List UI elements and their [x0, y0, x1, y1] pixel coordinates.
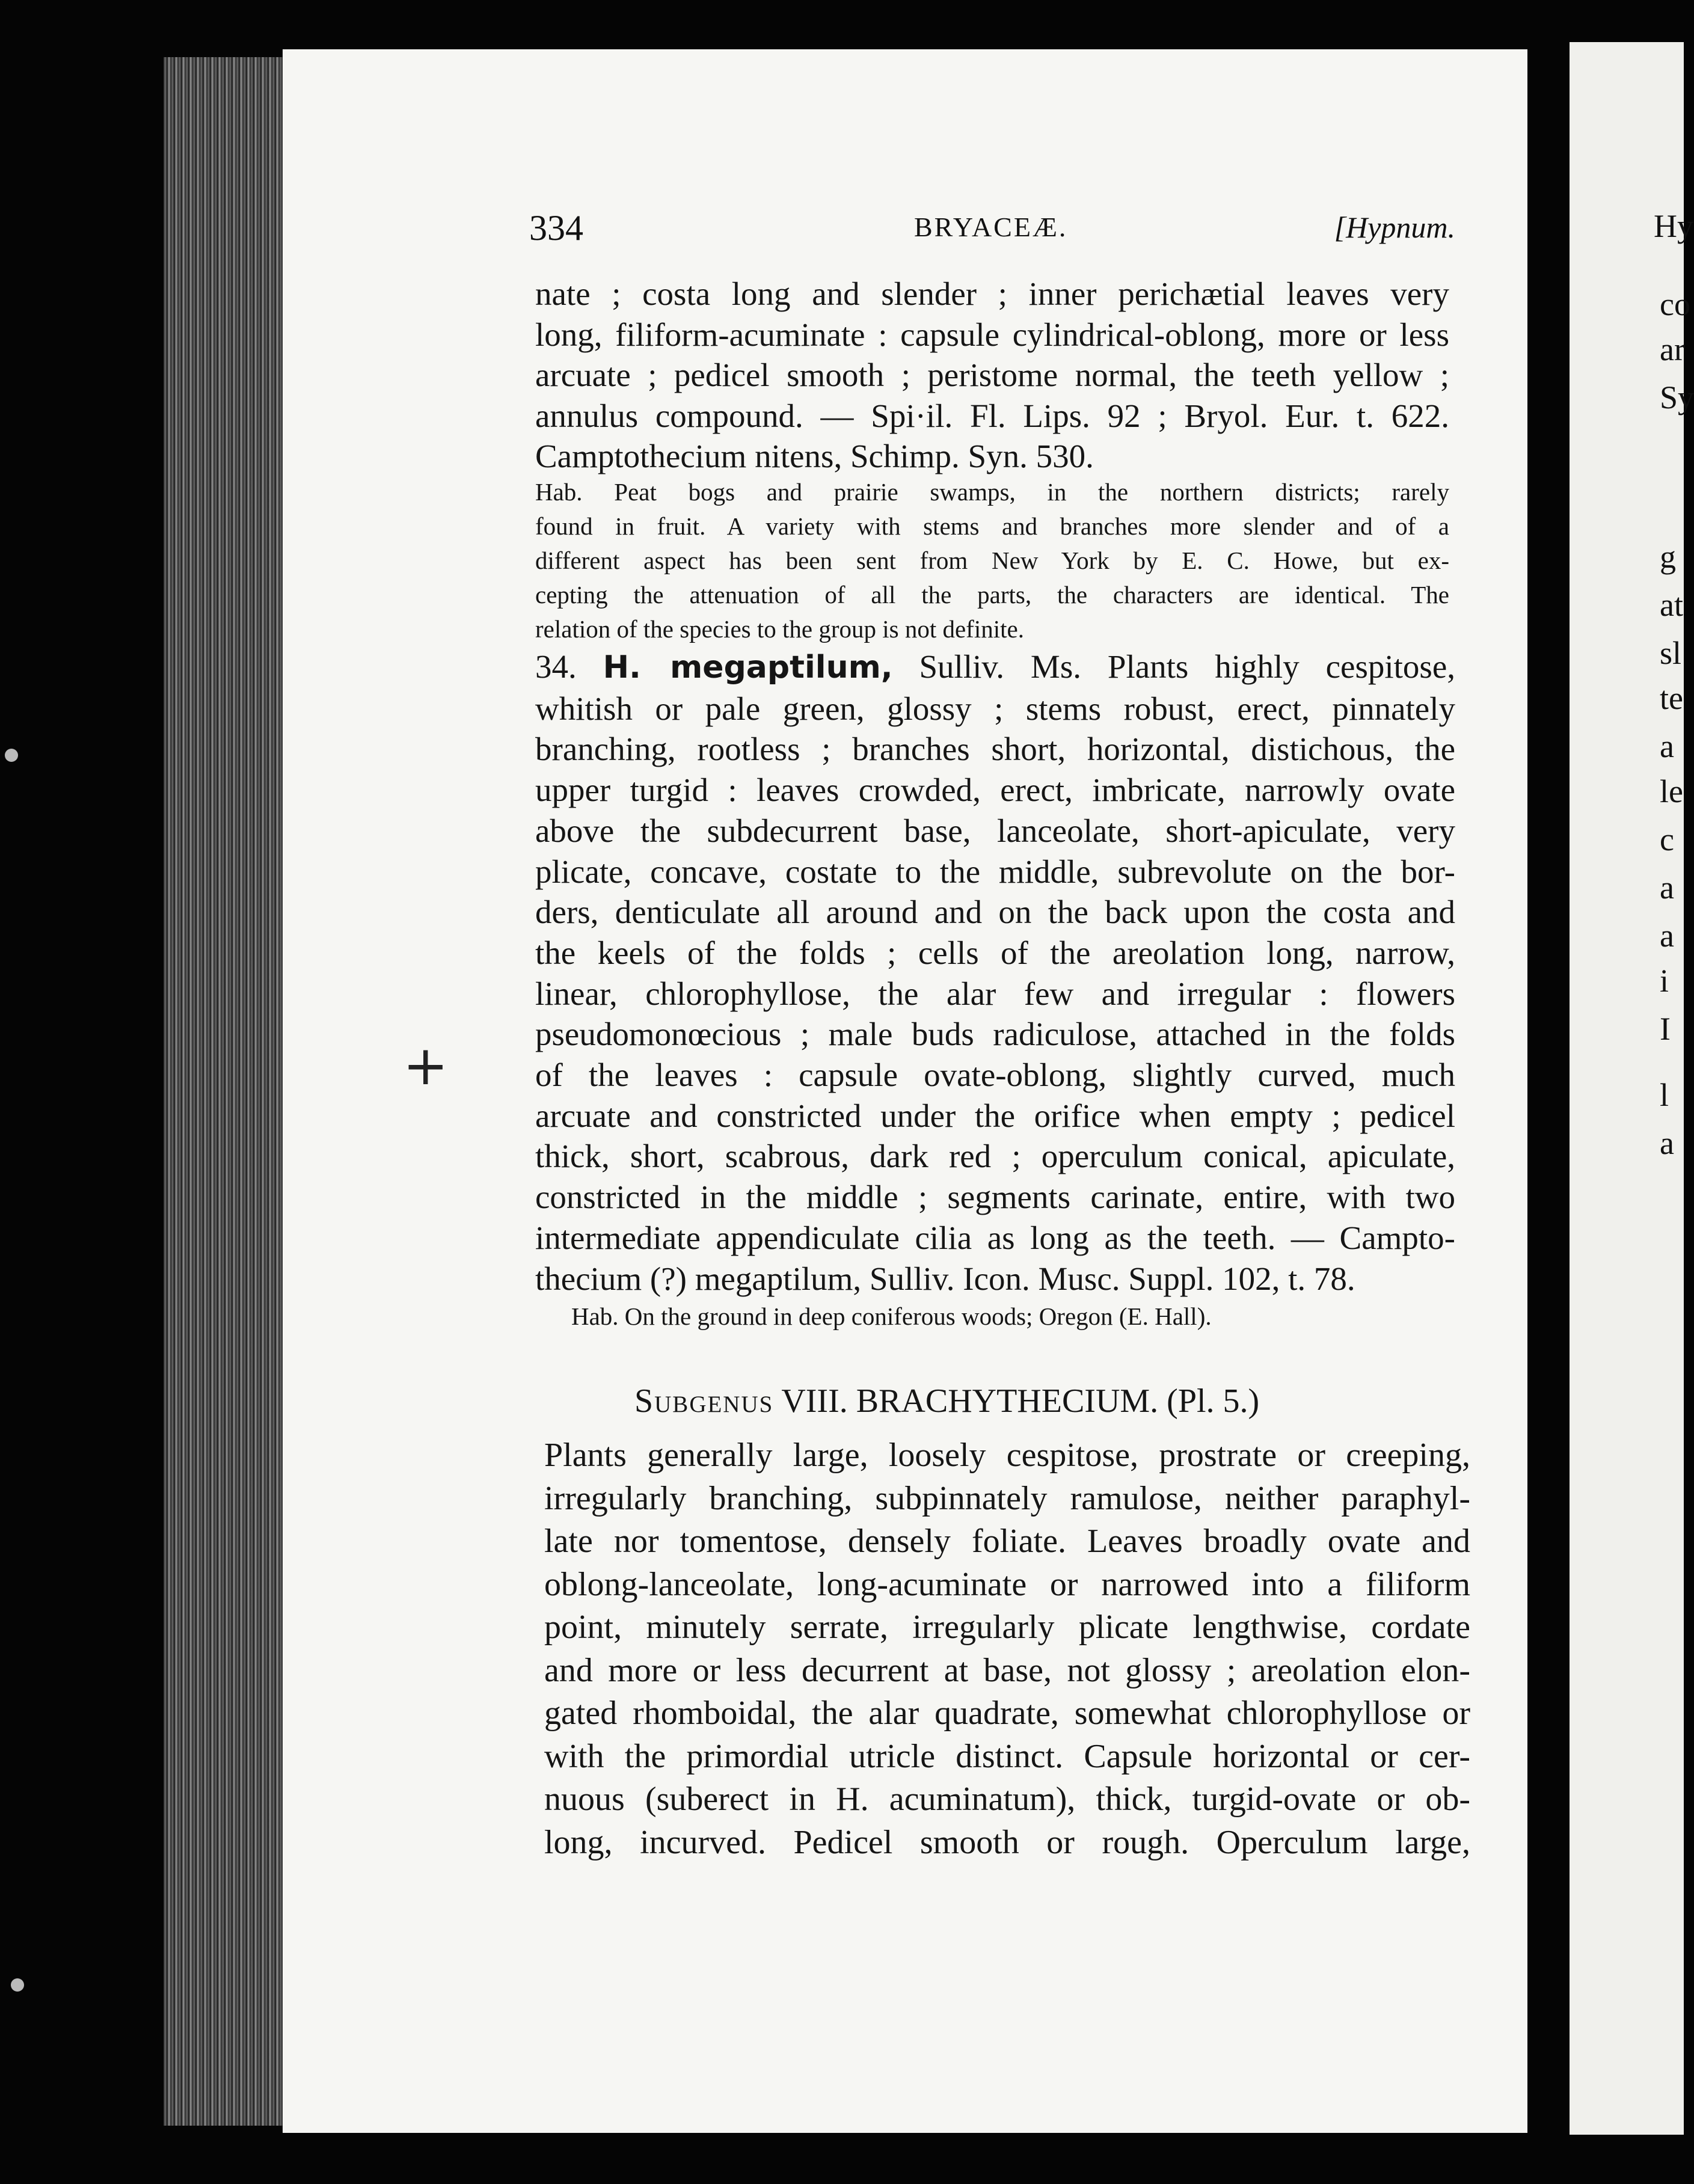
species-line: of the leaves : capsule ovate-oblong, slightly curved, much [535, 1057, 1455, 1094]
species-line: branching, rootless ; branches short, horizontal, distichous, the [535, 731, 1455, 768]
text-line: long, incurved. Pedicel smooth or rough. Operculum large, [544, 1823, 1470, 1861]
right-page-text-fragment: Sy [1660, 379, 1694, 416]
book-page-edges [164, 57, 284, 2126]
right-page-text-fragment: te [1660, 680, 1683, 716]
text-line: with the primordial utricle distinct. Capsule horizontal or cer- [544, 1737, 1470, 1775]
right-page-text-fragment: a [1660, 870, 1674, 906]
text-line: Camptothecium nitens, Schimp. Syn. 530. [535, 438, 1094, 474]
species-line: ders, denticulate all around and on the back upon the costa and [535, 894, 1455, 931]
species-line: thick, short, scabrous, dark red ; operculum conical, apiculate, [535, 1138, 1455, 1175]
right-page-text-fragment: co [1660, 286, 1690, 322]
species-number: 34. [535, 648, 577, 685]
species-author: Sulliv. Ms. [919, 648, 1081, 685]
right-page-text-fragment: at [1660, 587, 1683, 623]
subgenus-label: Subgenus [634, 1382, 774, 1420]
species-line: linear, chlorophyllose, the alar few and irregular : flowers [535, 975, 1455, 1012]
species-line: thecium (?) megaptilum, Sulliv. Icon. Musc. Suppl. 102, t. 78. [535, 1260, 1355, 1297]
subgenus-heading [634, 1377, 1476, 1425]
species-line: arcuate and constricted under the orifice when empty ; pedicel [535, 1097, 1455, 1134]
habitat-line: Hab. Peat bogs and prairie swamps, in the northern districts; rarely [535, 478, 1449, 506]
habitat-line: found in fruit. A variety with stems and branches more slender and of a [535, 512, 1449, 540]
binding-dot [5, 749, 18, 762]
species-line: upper turgid : leaves crowded, erect, imbricate, narrowly ovate [535, 771, 1455, 809]
right-page-text-fragment: l [1660, 1077, 1669, 1113]
right-page-text-fragment: g [1660, 539, 1676, 575]
species-first-line [535, 646, 1455, 689]
text-line: late nor tomentose, densely foliate. Leaves broadly ovate and [544, 1523, 1470, 1560]
right-page-text-fragment: i [1660, 963, 1669, 999]
subgenus-description [544, 1434, 1470, 1864]
paragraph-continuation [535, 274, 1449, 477]
right-page-text-fragment: I [1660, 1011, 1671, 1047]
text-line: long, filiform-acuminate : capsule cylindrical-oblong, more or less [535, 316, 1449, 353]
right-page-text-fragment: ar [1660, 331, 1685, 367]
species-line: constricted in the middle ; segments carinate, entire, with two [535, 1179, 1455, 1216]
habitat-line: different aspect has been sent from New York by E. C. Howe, but ex- [535, 547, 1449, 574]
habitat-note-2: Hab. On the ground in deep coniferous woods; Oregon (E. Hall). [571, 1302, 1212, 1330]
right-page-text-fragment: a [1660, 918, 1674, 954]
species-line: plicate, concave, costate to the middle, subrevolute on the bor- [535, 853, 1455, 890]
species-line: intermediate appendiculate cilia as long as the teeth. — Campto- [535, 1219, 1455, 1256]
text-line: nate ; costa long and slender ; inner perichætial leaves very [535, 275, 1449, 312]
habitat-note-1 [535, 475, 1449, 646]
species-line: pseudomonœcious ; male buds radiculose, attached in the folds [535, 1016, 1455, 1053]
running-title: BRYACEÆ. [914, 212, 1068, 242]
margin-pencil-mark: + [403, 1034, 449, 1097]
page-number: 334 [529, 208, 583, 248]
species-line: above the subdecurrent base, lanceolate, short-apiculate, very [535, 812, 1455, 849]
text-line: point, minutely serrate, irregularly plicate lengthwise, cordate [544, 1609, 1470, 1646]
right-page-text-fragment: a [1660, 1125, 1674, 1161]
text-line: Plants generally large, loosely cespitose, prostrate or creeping, [544, 1437, 1470, 1474]
species-line: the keels of the folds ; cells of the areolation long, narrow, [535, 934, 1455, 971]
species-line: whitish or pale green, glossy ; stems robust, erect, pinnately [535, 690, 1455, 727]
text-line: annulus compound. — Spi·il. Fl. Lips. 92 ; Bryol. Eur. t. 622. [535, 397, 1449, 434]
text-line: irregularly branching, subpinnately ramulose, neither paraphyl- [544, 1479, 1470, 1517]
section-title: [Hypnum. [1334, 210, 1455, 244]
species-description [535, 646, 1455, 1299]
text-line: oblong-lanceolate, long-acuminate or narrowed into a filiform [544, 1565, 1470, 1603]
page-header [529, 207, 1455, 256]
text-line: nuous (suberect in H. acuminatum), thick, turgid-ovate or ob- [544, 1781, 1470, 1818]
species-first-line-rest: Plants highly cespitose, [1107, 648, 1456, 685]
habitat-line: cepting the attenuation of all the parts, the characters are identical. The [535, 581, 1449, 609]
right-page-text-fragment: Hy [1654, 208, 1693, 244]
right-page-text-fragment: le [1660, 773, 1683, 809]
right-page-text-fragment: a [1660, 728, 1674, 764]
right-page-fragment [1570, 42, 1694, 2135]
binding-dot [11, 1978, 24, 1992]
habitat-line: relation of the species to the group is not definite. [535, 615, 1024, 643]
species-name: H. megaptilum, [603, 649, 893, 686]
right-page-text-fragment: sl [1660, 635, 1682, 671]
text-line: arcuate ; pedicel smooth ; peristome normal, the teeth yellow ; [535, 357, 1449, 393]
text-line: gated rhomboidal, the alar quadrate, somewhat chlorophyllose or [544, 1695, 1470, 1732]
right-page-text-fragment: c [1660, 821, 1674, 857]
text-line: and more or less decurrent at base, not glossy ; areolation elon- [544, 1651, 1470, 1689]
subgenus-title: VIII. BRACHYTHECIUM. (Pl. 5.) [781, 1382, 1260, 1420]
